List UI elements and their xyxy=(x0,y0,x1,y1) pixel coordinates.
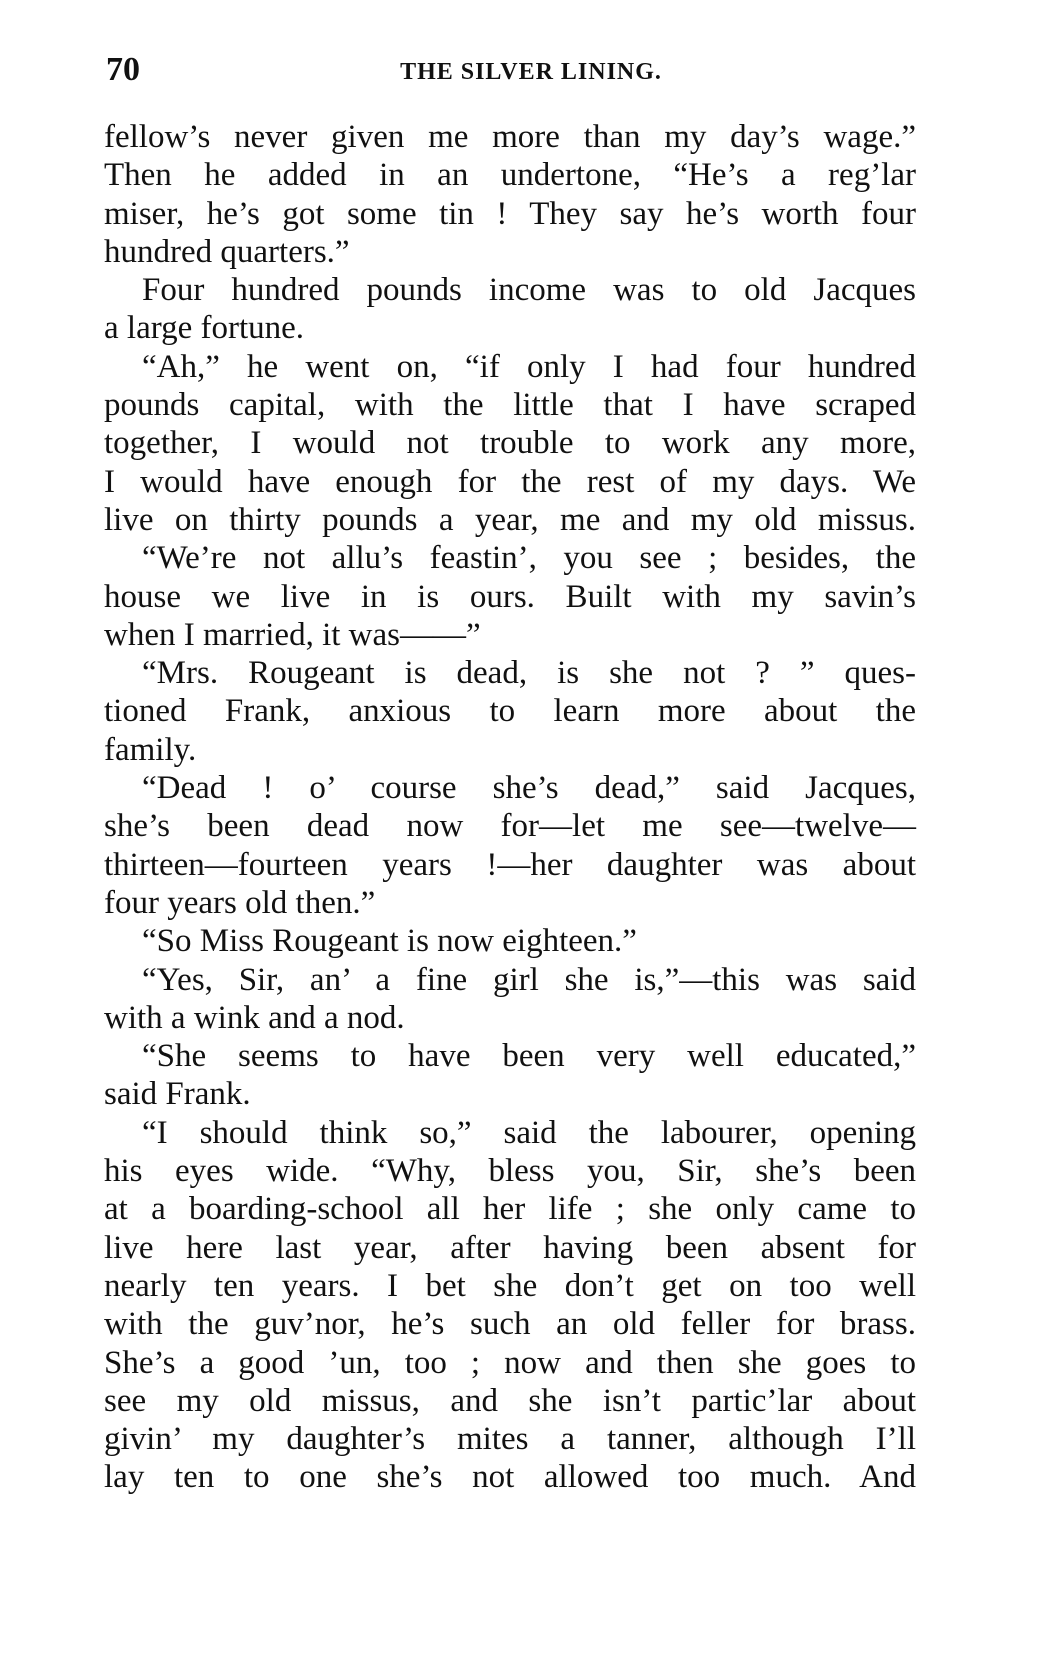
text-line: I would have enough for the rest of my days. We xyxy=(104,463,916,500)
text-line: “We’re not allu’s feastin’, you see ; besides, the xyxy=(142,540,916,577)
text-line: tioned Frank, anxious to learn more about the xyxy=(104,693,916,730)
text-line: pounds capital, with the little that I have scraped xyxy=(104,387,916,424)
text-line: She’s a good ’un, too ; now and then she goes to xyxy=(104,1344,916,1381)
text-line: Four hundred pounds income was to old Jacques xyxy=(142,272,916,309)
text-line: see my old missus, and she isn’t partic’lar about xyxy=(104,1382,916,1419)
text-line: miser, he’s got some tin ! They say he’s worth four xyxy=(104,195,916,232)
text-line: fellow’s never given me more than my day’s wage.” xyxy=(104,119,916,155)
running-title: THE SILVER LINING. xyxy=(400,59,662,85)
text-line: “Dead ! o’ course she’s dead,” said Jacques, xyxy=(142,770,916,807)
text-line: live here last year, after having been absent for xyxy=(104,1229,916,1266)
text-line: together, I would not trouble to work any more, xyxy=(104,425,916,462)
body-text xyxy=(104,118,916,1497)
text-line: givin’ my daughter’s mites a tanner, although I’ll xyxy=(104,1421,916,1458)
text-line: nearly ten years. I bet she don’t get on too well xyxy=(104,1267,916,1304)
text-line: a large fortune. xyxy=(104,310,305,347)
text-line: with a wink and a nod. xyxy=(104,999,405,1036)
text-line: “Ah,” he went on, “if only I had four hundred xyxy=(142,348,916,385)
text-line: Then he added in an undertone, “He’s a reg’lar xyxy=(104,157,916,194)
text-line: thirteen—fourteen years !—her daughter was about xyxy=(104,846,916,883)
running-head xyxy=(106,50,916,90)
text-line: with the guv’nor, he’s such an old feller for brass. xyxy=(104,1306,916,1343)
text-line: at a boarding-school all her life ; she only came to xyxy=(104,1191,916,1228)
text-line: four years old then.” xyxy=(104,884,376,921)
text-line: said Frank. xyxy=(104,1076,251,1113)
text-line: live on thirty pounds a year, me and my old missus. xyxy=(104,501,916,538)
text-line: family. xyxy=(104,731,197,768)
text-line: she’s been dead now for—let me see—twelve— xyxy=(104,808,916,845)
text-line: “So Miss Rougeant is now eighteen.” xyxy=(142,923,637,960)
text-line: “Mrs. Rougeant is dead, is she not ? ” ques- xyxy=(142,655,916,692)
text-line: when I married, it was——” xyxy=(104,616,481,653)
page-number: 70 xyxy=(106,51,140,88)
text-line: “She seems to have been very well educated,” xyxy=(142,1038,916,1075)
text-line: lay ten to one she’s not allowed too much. And xyxy=(104,1459,916,1496)
text-line: house we live in is ours. Built with my savin’s xyxy=(104,578,916,615)
text-line: “Yes, Sir, an’ a fine girl she is,”—this was said xyxy=(142,961,916,998)
text-line: hundred quarters.” xyxy=(104,233,350,270)
text-line: “I should think so,” said the labourer, opening xyxy=(142,1114,916,1151)
text-line: his eyes wide. “Why, bless you, Sir, she’s been xyxy=(104,1153,916,1190)
